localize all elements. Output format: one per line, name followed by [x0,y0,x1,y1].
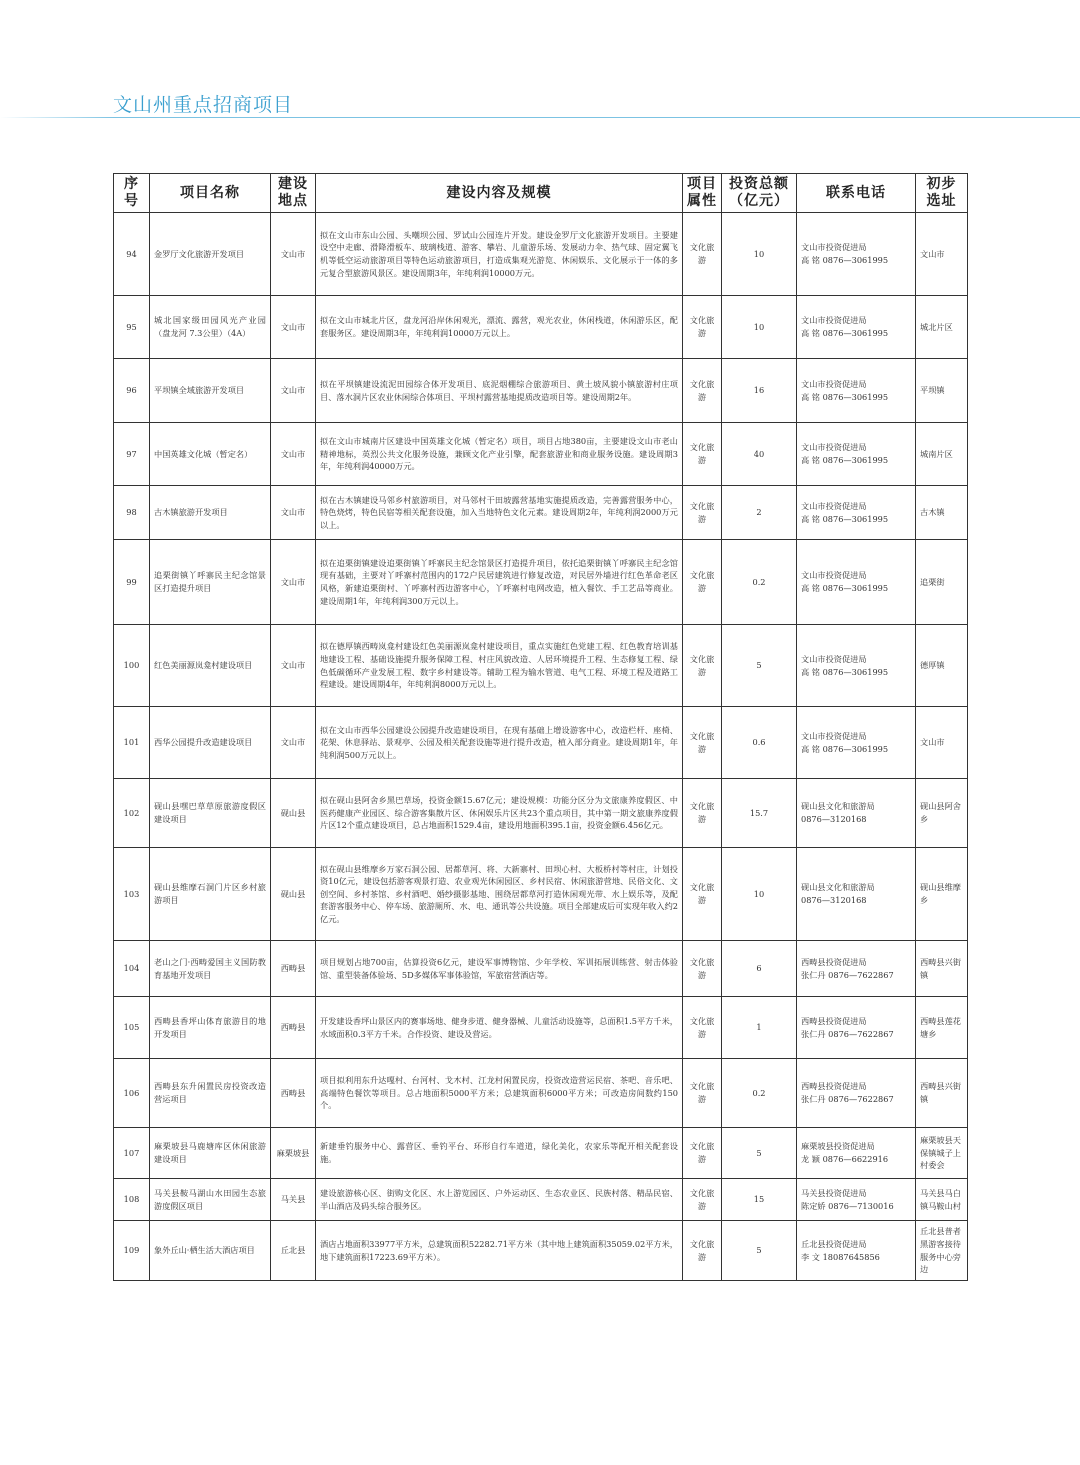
contact-phone: 李 文 18087645856 [801,1251,880,1262]
header-location-line2: 地点 [278,193,308,209]
cell-amount: 5 [722,1128,797,1179]
cell-site: 西畴县兴街镇 [916,941,968,997]
cell-description: 拟在平坝镇建设流泥田园综合体开发项目、底泥烟棚综合旅游项目、黄土坡风貌小镇旅游村庄项目、落水洞片区农业休闲综合体项目、平坝村露营基地提质改造项目等。建设周期2年。 [316,359,683,423]
cell-project-name: 麻栗坡县马鹿塘库区休闲旅游建设项目 [150,1128,271,1179]
cell-no: 98 [114,486,150,540]
contact-dept: 文山市投资促进局 [801,315,867,326]
cell-location: 文山市 [271,625,316,707]
contact-phone: 陈定娇 0876—7130016 [801,1200,894,1211]
cell-location: 文山市 [271,707,316,779]
table-row [114,1128,968,1179]
cell-no: 106 [114,1059,150,1128]
cell-description: 拟在追栗街镇建设追栗街镇丫呼寨民主纪念馆景区打造提升项目，依托追栗街镇丫呼寨民主纪念馆现有基础，主要对丫呼寨村范围内的172户民居建筑进行修复改造，对民居外墙进行红色革命老区风格，新建追栗街村、丫呼寨村西边游客中心，丫呼寨村电网改造，植入餐饮、手工艺品等商业。建设周期1年，年纯利润300万元以上。 [316,540,683,625]
header-type [683,174,722,213]
cell-project-name: 金罗厅文化旅游开发项目 [150,213,271,296]
cell-description: 拟在砚山县阿舍乡黑巴草场，投资金额15.67亿元；建设规模：功能分区分为文旅康养度假区、中医药健康产业园区、综合游客集散片区、休闲娱乐片区共23个重点项目，其中第一期文旅康养度假片区12个重点建设项目，总占地面积1529.4亩，建设用地面积395.1亩，投资金额6.456亿元。 [316,779,683,848]
cell-amount: 10 [722,848,797,941]
cell-amount: 6 [722,941,797,997]
cell-project-name: 马关县鞍马湖山水田园生态旅游度假区项目 [150,1179,271,1221]
table-row [114,1179,968,1221]
cell-amount: 1 [722,997,797,1059]
contact-phone: 张仁丹 0876—7622867 [801,969,894,980]
cell-location: 丘北县 [271,1221,316,1281]
table-header-row [114,174,968,213]
contact-dept: 西畴县投资促进局 [801,1081,867,1092]
cell-project-name: 平坝镇全域旅游开发项目 [150,359,271,423]
cell-no: 100 [114,625,150,707]
cell-type: 文化旅游 [683,707,722,779]
table-row [114,779,968,848]
cell-type: 文化旅游 [683,213,722,296]
cell-contact [797,779,916,848]
contact-dept: 文山市投资促进局 [801,500,867,511]
cell-project-name: 西畴县香坪山体育旅游目的地开发项目 [150,997,271,1059]
header-type-line2: 属性 [687,193,717,209]
header-site-line1: 初步 [926,176,957,192]
table-row [114,540,968,625]
cell-description: 拟在文山市城南片区建设中国英雄文化城（暂定名）项目，项目占地380亩，主要建设文山市老山精神地标，英烈公共文化服务设施，兼顾文化产业引擎，配套旅游业和商业服务设施。建设周期3年，年纯利润40000万元。 [316,423,683,486]
cell-no: 94 [114,213,150,296]
cell-site: 西畴县兴街镇 [916,1059,968,1128]
contact-phone: 张仁丹 0876—7622867 [801,1094,894,1104]
cell-type: 文化旅游 [683,359,722,423]
cell-type: 文化旅游 [683,625,722,707]
cell-no: 96 [114,359,150,423]
cell-site: 古木镇 [916,486,968,540]
cell-contact [797,423,916,486]
cell-location: 西畴县 [271,941,316,997]
cell-contact [797,848,916,941]
cell-type: 文化旅游 [683,296,722,359]
cell-no: 103 [114,848,150,941]
contact-phone: 高 铭 0876—3061995 [801,328,889,338]
cell-amount: 40 [722,423,797,486]
header-amount [722,174,797,213]
contact-dept: 麻栗坡县投资促进局 [801,1141,875,1152]
cell-type: 文化旅游 [683,997,722,1059]
contact-phone: 张仁丹 0876—7622867 [801,1028,894,1039]
cell-site: 西畴县莲花塘乡 [916,997,968,1059]
cell-project-name: 古木镇旅游开发项目 [150,486,271,540]
contact-dept: 西畴县投资促进局 [801,956,867,967]
cell-location: 文山市 [271,213,316,296]
table-row [114,213,968,296]
cell-contact [797,486,916,540]
cell-location: 文山市 [271,486,316,540]
cell-amount: 0.2 [722,540,797,625]
cell-type: 文化旅游 [683,423,722,486]
cell-amount: 0.2 [722,1059,797,1128]
cell-location: 西畴县 [271,1059,316,1128]
header-type-line1: 项目 [687,176,717,192]
cell-amount: 2 [722,486,797,540]
cell-location: 麻栗坡县 [271,1128,316,1179]
cell-location: 西畴县 [271,997,316,1059]
cell-amount: 0.6 [722,707,797,779]
cell-no: 99 [114,540,150,625]
cell-site: 文山市 [916,707,968,779]
table-row [114,997,968,1059]
page-header-title: 文山州重点招商项目 [113,94,294,116]
cell-type: 文化旅游 [683,1179,722,1221]
contact-phone: 高 铭 0876—3061995 [801,255,889,265]
cell-no: 95 [114,296,150,359]
contact-phone: 龙 颖 0876—6622916 [801,1154,889,1164]
cell-project-name: 红色美丽源岚龛村建设项目 [150,625,271,707]
cell-location: 文山市 [271,423,316,486]
cell-type: 文化旅游 [683,1059,722,1128]
contact-dept: 文山市投资促进局 [801,730,867,741]
cell-contact [797,1128,916,1179]
table-body [114,213,968,1281]
cell-location: 马关县 [271,1179,316,1221]
cell-no: 105 [114,997,150,1059]
cell-site: 砚山县维摩乡 [916,848,968,941]
cell-description: 项目规划占地700亩，估算投资6亿元，建设军事博物馆、少年学校、军训拓展训练营、射击体验馆、重型装备体验场、5D多媒体军事体验馆，军旅宿营酒店等。 [316,941,683,997]
cell-project-name: 象外丘山·栖生活大酒店项目 [150,1221,271,1281]
table-row [114,1221,968,1281]
cell-site: 德厚镇 [916,625,968,707]
contact-dept: 文山市投资促进局 [801,442,867,453]
cell-no: 107 [114,1128,150,1179]
cell-description: 项目拟利用东升达嘎村、台河村、戈木村、江龙村闲置民房，投资改造营运民宿、茶吧、音乐吧、高端特色餐饮等项目。总占地面积5000平方米；总建筑面积6000平方米；可改造房间数约150个。 [316,1059,683,1128]
contact-phone: 高 铭 0876—3061995 [801,666,889,677]
cell-type: 文化旅游 [683,540,722,625]
cell-project-name: 追栗街镇丫呼寨民主纪念馆景区打造提升项目 [150,540,271,625]
cell-site: 丘北县普者黑游客接待服务中心旁边 [916,1221,968,1281]
cell-amount: 16 [722,359,797,423]
cell-description: 建设旅游核心区、街购文化区、水上游览园区、户外运动区、生态农业区、民族村落、精品民宿、半山酒店及码头综合服务区。 [316,1179,683,1221]
contact-dept: 马关县投资促进局 [801,1187,867,1198]
contact-phone: 高 铭 0876—3061995 [801,583,889,593]
cell-type: 文化旅游 [683,1221,722,1281]
cell-project-name: 西畴县东升闲置民房投资改造营运项目 [150,1059,271,1128]
header-contact: 联系电话 [797,174,916,213]
cell-contact [797,1221,916,1281]
cell-contact [797,625,916,707]
contact-dept: 丘北县投资促进局 [801,1238,867,1249]
cell-contact [797,707,916,779]
cell-no: 101 [114,707,150,779]
cell-project-name: 城北国家级田园风光产业园（盘龙河 7.3公里）（4A） [150,296,271,359]
contact-phone: 高 铭 0876—3061995 [801,391,889,402]
cell-description: 新建垂钓服务中心、露营区、垂钓平台、环形自行车道道，绿化美化，农家乐等配开相关配套设施。 [316,1128,683,1179]
cell-site: 文山市 [916,213,968,296]
cell-contact [797,213,916,296]
cell-location: 文山市 [271,296,316,359]
table-row [114,423,968,486]
cell-project-name: 砚山县嘿巴草草原旅游度假区建设项目 [150,779,271,848]
cell-description: 酒店占地面积33977平方米，总建筑面积52282.71平方米（其中地上建筑面积35059.02平方米，地下建筑面积17223.69平方米）。 [316,1221,683,1281]
cell-location: 文山市 [271,540,316,625]
cell-type: 文化旅游 [683,779,722,848]
table-row [114,296,968,359]
cell-location: 砚山县 [271,779,316,848]
cell-description: 拟在文山市西华公园建设公园提升改造建设项目，在现有基础上增设游客中心，改造栏杆、座椅、花架、休息驿站、景观亭、公园及相关配套设施等进行提升改造，植入部分商业。建设周期1年，年纯利润500万元以上。 [316,707,683,779]
cell-description: 开发建设香坪山景区内的赛事场地、健身步道、健身器械、儿童活动设施等，总面积1.5平方千米，水域面积0.3平方千米。合作投资、建设及营运。 [316,997,683,1059]
table-row [114,707,968,779]
cell-no: 108 [114,1179,150,1221]
cell-contact [797,941,916,997]
cell-site: 麻栗坡县天保镇城子上村委会 [916,1128,968,1179]
header-no: 序号 [114,174,150,213]
contact-dept: 砚山县文化和旅游局 [801,882,875,893]
table-row [114,359,968,423]
contact-dept: 西畴县投资促进局 [801,1015,867,1026]
cell-type: 文化旅游 [683,486,722,540]
cell-amount: 15 [722,1179,797,1221]
cell-project-name: 砚山县维摩石洞门片区乡村旅游项目 [150,848,271,941]
header-description: 建设内容及规模 [316,174,683,213]
contact-phone: 0876—3120168 [801,895,867,905]
contact-phone: 高 铭 0876—3061995 [801,743,889,754]
cell-amount: 15.7 [722,779,797,848]
cell-no: 102 [114,779,150,848]
cell-type: 文化旅游 [683,941,722,997]
cell-contact [797,359,916,423]
cell-type: 文化旅游 [683,1128,722,1179]
cell-type: 文化旅游 [683,848,722,941]
cell-amount: 5 [722,625,797,707]
header-accent-line [0,117,113,118]
contact-dept: 文山市投资促进局 [801,570,867,581]
cell-contact [797,296,916,359]
cell-description: 拟在文山市东山公园、头嘲坝公园、罗试山公园连片开发。建设金罗厅文化旅游开发项目。主要建设空中走廊、滑降滑板车、玻璃栈道、游客、攀岩、儿童游乐场、发展动力伞、热气球、固定翼飞机等低空运动旅游项目等特色运动旅游项目，打造成集观光游览、休闲娱乐、文化展示于一体的多元复合型旅游风景区。建设周期3年，年纯利润10000万元。 [316,213,683,296]
table-row [114,625,968,707]
cell-no: 97 [114,423,150,486]
cell-site: 城北片区 [916,296,968,359]
cell-location: 文山市 [271,359,316,423]
cell-site: 马关县马白镇马鞍山村 [916,1179,968,1221]
contact-phone: 0876—3120168 [801,814,867,824]
contact-dept: 文山市投资促进局 [801,378,867,389]
header-location-line1: 建设 [278,176,308,192]
contact-phone: 高 铭 0876—3061995 [801,513,889,524]
cell-contact [797,1179,916,1221]
header-amount-line2: （亿元） [729,193,789,209]
cell-project-name: 老山之门·西畴爱国主义国防教育基地开发项目 [150,941,271,997]
cell-site: 城南片区 [916,423,968,486]
cell-contact [797,997,916,1059]
table-row [114,486,968,540]
cell-description: 拟在古木镇建设马邻乡村旅游项目，对马邻村干田坡露营基地实施提质改造，完善露营服务中心，特色烧烤，特色民宿等相关配套设施，加入当地特色文化元素。建设周期2年，年纯利润2000万元以上。 [316,486,683,540]
table-row [114,941,968,997]
header-site [916,174,968,213]
projects-table [113,173,968,1281]
cell-description: 拟在砚山县维摩乡万家石洞公园、居都草河、将、大新寨村、田坝心村、大板桥村等村庄，计划投资10亿元，建设包括游客观景打造、农业观光休闲园区、乡村民宿、休闲旅游营地、民俗文化、文创空间、乡村茶馆、乡村酒吧、婚纱摄影基地、围绕居都草河打造休闲观光带、水上娱乐等，及配套游客服务中心、停车场、旅游厕所、水、电、通讯等公共设施。项目全部建成后可实现年收入约2亿元。 [316,848,683,941]
cell-site: 追栗街 [916,540,968,625]
cell-project-name: 西华公园提升改造建设项目 [150,707,271,779]
header-name: 项目名称 [150,174,271,213]
cell-description: 拟在文山市城北片区，盘龙河沿岸休闲观光，漂流、露营，观光农业，休闲栈道，休闲游乐区，配套服务区。建设周期3年，年纯利润10000万元以上。 [316,296,683,359]
cell-amount: 10 [722,296,797,359]
header-amount-line1: 投资总额 [729,176,789,192]
cell-no: 104 [114,941,150,997]
cell-location: 砚山县 [271,848,316,941]
cell-contact [797,1059,916,1128]
header-rule [113,117,1080,118]
cell-amount: 5 [722,1221,797,1281]
cell-contact [797,540,916,625]
contact-dept: 文山市投资促进局 [801,653,867,664]
contact-dept: 文山市投资促进局 [801,242,867,253]
table-row [114,1059,968,1128]
cell-site: 砚山县阿舍乡 [916,779,968,848]
contact-phone: 高 铭 0876—3061995 [801,455,889,465]
table-row [114,848,968,941]
cell-amount: 10 [722,213,797,296]
contact-dept: 砚山县文化和旅游局 [801,801,875,812]
header-location [271,174,316,213]
cell-site: 平坝镇 [916,359,968,423]
header-site-line2: 选址 [926,193,957,209]
cell-no: 109 [114,1221,150,1281]
cell-description: 拟在德厚镇西畴岚龛村建设红色美丽源岚龛村建设项目，重点实施红色党建工程、红色教育培训基地建设工程、基础设施提升服务保障工程、村庄风貌改造、人居环境提升工程、生态修复工程、绿色低碳循环产业发展工程、数字乡村建设等。辅助工程为输水管道、电气工程、环境工程及道路工程建设。建设周期4年，年纯利润8000万元以上。 [316,625,683,707]
cell-project-name: 中国英雄文化城（暂定名） [150,423,271,486]
